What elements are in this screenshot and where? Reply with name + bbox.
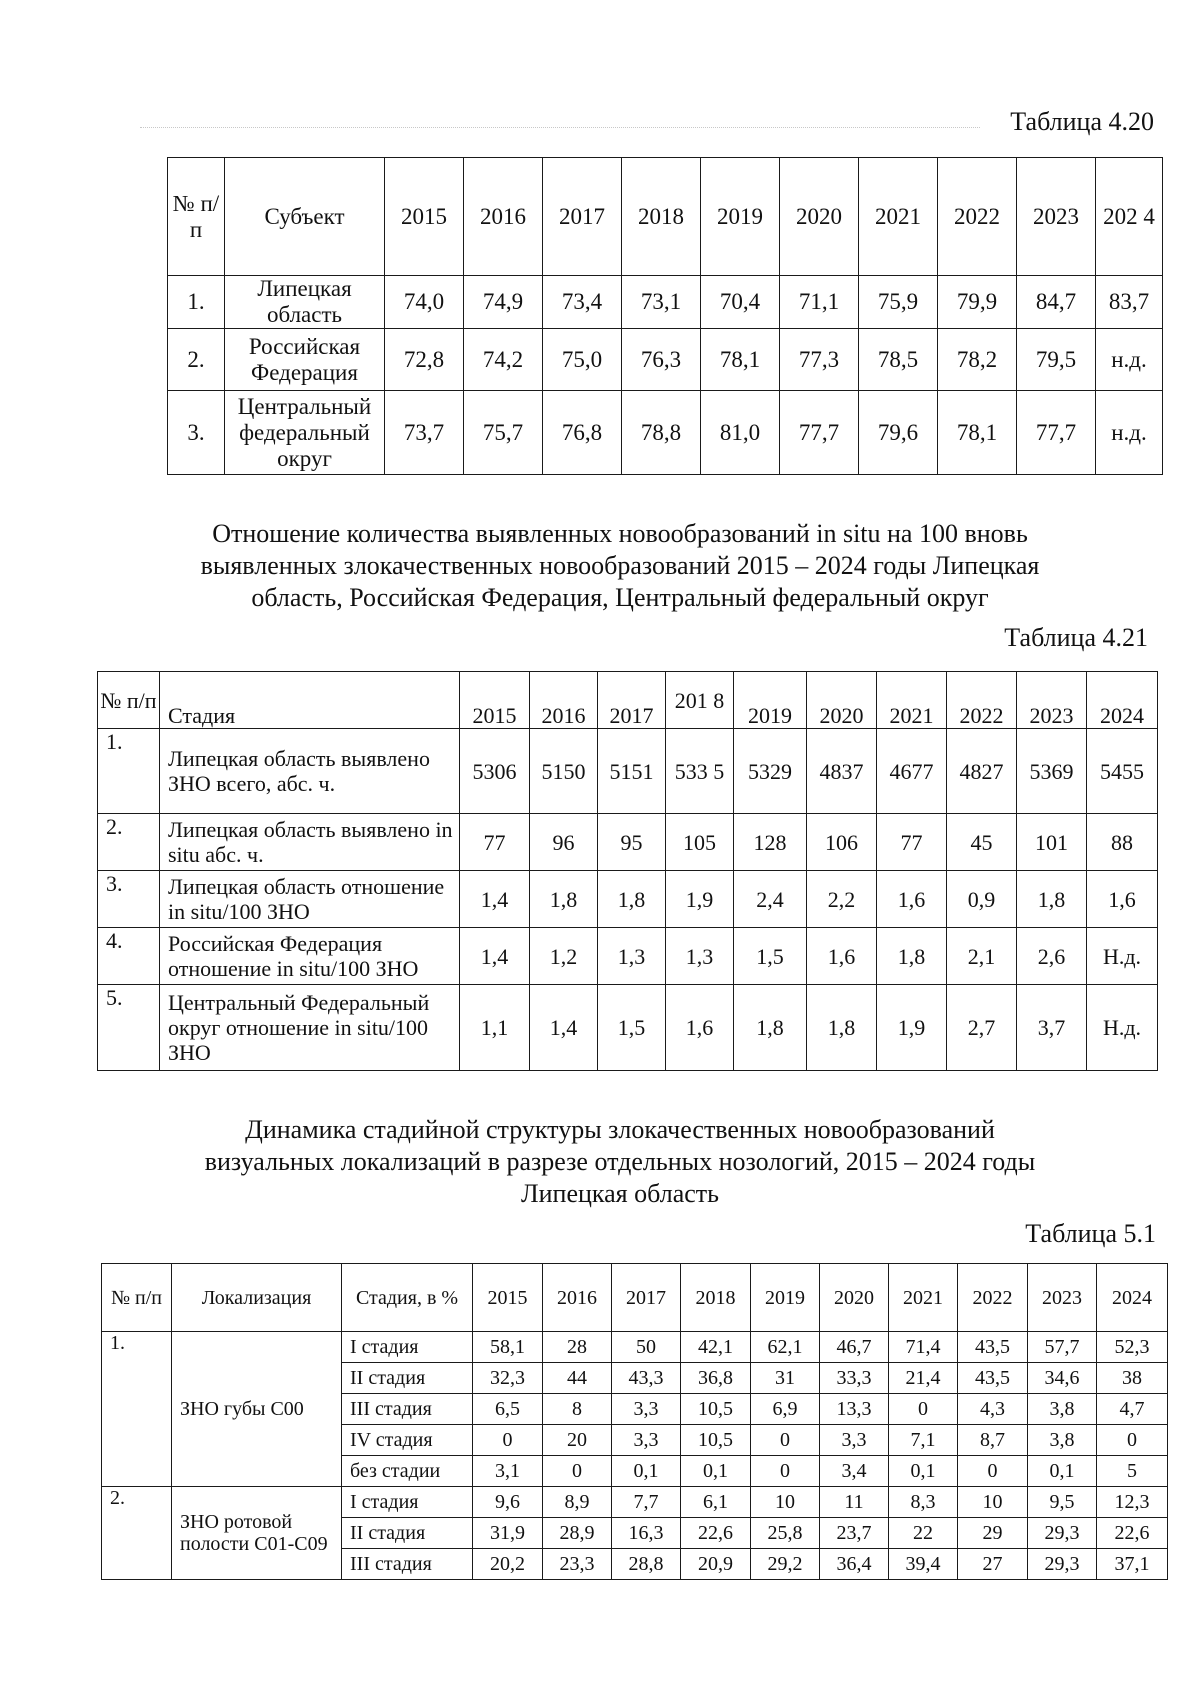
cell: 23,3 xyxy=(543,1549,612,1580)
header-cell: 2019 xyxy=(701,158,780,276)
cell: 36,4 xyxy=(820,1549,889,1580)
cell: 1,8 xyxy=(807,985,877,1071)
header-cell: 2022 xyxy=(958,1264,1028,1332)
heading-line: Липецкая область xyxy=(520,1179,719,1208)
cell: 101 xyxy=(1017,814,1087,871)
cell: 7,7 xyxy=(612,1487,681,1518)
cell: 3. xyxy=(98,871,160,928)
cell: 83,7 xyxy=(1096,276,1163,329)
cell: 1,1 xyxy=(460,985,530,1071)
cell: 96 xyxy=(530,814,598,871)
cell: 0,1 xyxy=(681,1456,751,1487)
cell: 28,8 xyxy=(612,1549,681,1580)
cell: 1,8 xyxy=(734,985,807,1071)
stage-cell: II стадия xyxy=(342,1363,473,1394)
cell: Липецкая область выявлено in situ абс. ч. xyxy=(160,814,460,871)
cell: 77,3 xyxy=(780,329,859,391)
cell: 52,3 xyxy=(1097,1332,1168,1363)
cell: 20,2 xyxy=(473,1549,543,1580)
cell: Н.д. xyxy=(1087,928,1158,985)
cell: 1,5 xyxy=(734,928,807,985)
cell: 37,1 xyxy=(1097,1549,1168,1580)
group-number: 1. xyxy=(102,1332,172,1487)
cell: 9,5 xyxy=(1028,1487,1097,1518)
cell: 0 xyxy=(889,1394,958,1425)
cell: 8 xyxy=(543,1394,612,1425)
cell: 1,6 xyxy=(877,871,947,928)
cell: 1,6 xyxy=(666,985,734,1071)
scan-artifact-line xyxy=(140,127,980,128)
cell: 5 xyxy=(1097,1456,1168,1487)
cell: 3,3 xyxy=(612,1425,681,1456)
cell: 0 xyxy=(751,1425,820,1456)
localization-cell: ЗНО ротовой полости С01-С09 xyxy=(172,1487,342,1580)
cell: 1,6 xyxy=(807,928,877,985)
cell: 43,3 xyxy=(612,1363,681,1394)
cell: 77 xyxy=(877,814,947,871)
table-4-21 xyxy=(97,671,1158,1071)
cell: 128 xyxy=(734,814,807,871)
cell: 79,9 xyxy=(938,276,1017,329)
cell: 77,7 xyxy=(780,391,859,475)
cell: 73,1 xyxy=(622,276,701,329)
cell: 25,8 xyxy=(751,1518,820,1549)
header-cell: 202 4 xyxy=(1096,158,1163,276)
cell: 0 xyxy=(1097,1425,1168,1456)
table-4-20 xyxy=(167,157,1163,475)
cell: 2. xyxy=(98,814,160,871)
table-row xyxy=(102,1487,1168,1518)
cell: 79,5 xyxy=(1017,329,1096,391)
heading-line: область, Российская Федерация, Центральный федеральный округ xyxy=(251,583,989,612)
cell: 0,1 xyxy=(889,1456,958,1487)
cell: 4837 xyxy=(807,729,877,814)
header-cell: Стадия, в % xyxy=(342,1264,473,1332)
cell: 4677 xyxy=(877,729,947,814)
cell: 36,8 xyxy=(681,1363,751,1394)
cell: 75,7 xyxy=(464,391,543,475)
cell: 20,9 xyxy=(681,1549,751,1580)
cell: 31 xyxy=(751,1363,820,1394)
cell: Липецкая область выявлено ЗНО всего, абс. ч. xyxy=(160,729,460,814)
cell: 106 xyxy=(807,814,877,871)
stage-cell: III стадия xyxy=(342,1394,473,1425)
cell: 34,6 xyxy=(1028,1363,1097,1394)
cell: 6,9 xyxy=(751,1394,820,1425)
header-cell: 2024 xyxy=(1097,1264,1168,1332)
header-cell: 2020 xyxy=(820,1264,889,1332)
cell: 2,1 xyxy=(947,928,1017,985)
cell: 3,8 xyxy=(1028,1425,1097,1456)
table-header-row xyxy=(168,158,1163,276)
header-cell: 2019 xyxy=(734,672,807,729)
stage-cell: II стадия xyxy=(342,1518,473,1549)
cell: 1,6 xyxy=(1087,871,1158,928)
cell: 23,7 xyxy=(820,1518,889,1549)
cell: 9,6 xyxy=(473,1487,543,1518)
cell: 32,3 xyxy=(473,1363,543,1394)
cell: 78,8 xyxy=(622,391,701,475)
cell: 95 xyxy=(598,814,666,871)
cell: 1. xyxy=(98,729,160,814)
heading-line: визуальных локализаций в разрезе отдельных нозологий, 2015 – 2024 годы xyxy=(204,1147,1036,1176)
header-cell: 2016 xyxy=(464,158,543,276)
cell: 78,1 xyxy=(701,329,780,391)
cell: 29,3 xyxy=(1028,1518,1097,1549)
stage-cell: I стадия xyxy=(342,1487,473,1518)
cell: 29,2 xyxy=(751,1549,820,1580)
cell: 73,7 xyxy=(385,391,464,475)
cell: 29,3 xyxy=(1028,1549,1097,1580)
cell: 16,3 xyxy=(612,1518,681,1549)
cell: 0 xyxy=(473,1425,543,1456)
cell: н.д. xyxy=(1096,391,1163,475)
cell: 28 xyxy=(543,1332,612,1363)
cell: 0 xyxy=(958,1456,1028,1487)
cell: 76,3 xyxy=(622,329,701,391)
localization-cell: ЗНО губы С00 xyxy=(172,1332,342,1487)
cell: 22 xyxy=(889,1518,958,1549)
cell: 3. xyxy=(168,391,225,475)
cell: 57,7 xyxy=(1028,1332,1097,1363)
header-cell: Субъект xyxy=(225,158,385,276)
cell: 1,9 xyxy=(666,871,734,928)
cell: 0 xyxy=(751,1456,820,1487)
heading-line: Отношение количества выявленных новообразований in situ на 100 вновь xyxy=(212,519,1028,548)
cell: 3,4 xyxy=(820,1456,889,1487)
header-cell: 2021 xyxy=(877,672,947,729)
cell: 13,3 xyxy=(820,1394,889,1425)
cell: 6,5 xyxy=(473,1394,543,1425)
cell: 44 xyxy=(543,1363,612,1394)
header-cell: 2016 xyxy=(530,672,598,729)
header-cell: 2021 xyxy=(859,158,938,276)
cell: 6,1 xyxy=(681,1487,751,1518)
cell: 1,9 xyxy=(877,985,947,1071)
header-cell: 2021 xyxy=(889,1264,958,1332)
heading-line: Динамика стадийной структуры злокачественных новообразований xyxy=(245,1115,995,1144)
cell: 0,9 xyxy=(947,871,1017,928)
header-cell: 201 8 xyxy=(666,672,734,729)
cell: 22,6 xyxy=(1097,1518,1168,1549)
cell: 7,1 xyxy=(889,1425,958,1456)
cell: 29 xyxy=(958,1518,1028,1549)
cell: 0,1 xyxy=(1028,1456,1097,1487)
cell: 4827 xyxy=(947,729,1017,814)
cell: 1,3 xyxy=(666,928,734,985)
cell: 31,9 xyxy=(473,1518,543,1549)
header-cell: 2019 xyxy=(751,1264,820,1332)
header-cell: 2020 xyxy=(807,672,877,729)
cell: 78,5 xyxy=(859,329,938,391)
cell: 46,7 xyxy=(820,1332,889,1363)
cell: 27 xyxy=(958,1549,1028,1580)
cell: 8,7 xyxy=(958,1425,1028,1456)
cell: 11 xyxy=(820,1487,889,1518)
table-4-21-caption: Таблица 4.21 xyxy=(1004,623,1148,652)
heading-line: выявленных злокачественных новообразований 2015 – 2024 годы Липецкая xyxy=(200,551,1040,580)
cell: 4,3 xyxy=(958,1394,1028,1425)
cell: Российская Федерация отношение in situ/100 ЗНО xyxy=(160,928,460,985)
cell: 4. xyxy=(98,928,160,985)
header-cell: 2017 xyxy=(598,672,666,729)
cell: Липецкая область xyxy=(225,276,385,329)
cell: 81,0 xyxy=(701,391,780,475)
cell: 71,1 xyxy=(780,276,859,329)
cell: Центральный Федеральный округ отношение in situ/100 ЗНО xyxy=(160,985,460,1071)
cell: 1,8 xyxy=(877,928,947,985)
cell: 45 xyxy=(947,814,1017,871)
cell: 38 xyxy=(1097,1363,1168,1394)
cell: 0,1 xyxy=(612,1456,681,1487)
table-row xyxy=(98,729,1158,814)
cell: Российская Федерация xyxy=(225,329,385,391)
cell: 1,8 xyxy=(598,871,666,928)
cell: 73,4 xyxy=(543,276,622,329)
table-5-1 xyxy=(101,1263,1168,1580)
cell: 77 xyxy=(460,814,530,871)
cell: 5306 xyxy=(460,729,530,814)
header-cell: 2018 xyxy=(681,1264,751,1332)
table-5-1-heading xyxy=(120,1114,1120,1210)
cell: 77,7 xyxy=(1017,391,1096,475)
header-cell: 2016 xyxy=(543,1264,612,1332)
header-cell: № п/п xyxy=(102,1264,172,1332)
stage-cell: I стадия xyxy=(342,1332,473,1363)
table-row xyxy=(168,391,1163,475)
stage-cell: IV стадия xyxy=(342,1425,473,1456)
cell: н.д. xyxy=(1096,329,1163,391)
cell: 5329 xyxy=(734,729,807,814)
cell: 1,4 xyxy=(530,985,598,1071)
cell: Н.д. xyxy=(1087,985,1158,1071)
cell: 21,4 xyxy=(889,1363,958,1394)
table-header-row xyxy=(98,672,1158,729)
cell: 78,1 xyxy=(938,391,1017,475)
cell: 70,4 xyxy=(701,276,780,329)
cell: 5455 xyxy=(1087,729,1158,814)
table-row xyxy=(98,814,1158,871)
cell: 43,5 xyxy=(958,1332,1028,1363)
cell: 1,8 xyxy=(1017,871,1087,928)
header-cell: № п/п xyxy=(98,672,160,729)
cell: 71,4 xyxy=(889,1332,958,1363)
stage-cell: без стадии xyxy=(342,1456,473,1487)
table-4-20-caption: Таблица 4.20 xyxy=(1010,107,1154,136)
cell: 2,4 xyxy=(734,871,807,928)
cell: 43,5 xyxy=(958,1363,1028,1394)
cell: 88 xyxy=(1087,814,1158,871)
cell: 74,2 xyxy=(464,329,543,391)
cell: 10 xyxy=(958,1487,1028,1518)
table-row xyxy=(98,985,1158,1071)
cell: 74,9 xyxy=(464,276,543,329)
table-row xyxy=(168,276,1163,329)
cell: 3,3 xyxy=(820,1425,889,1456)
cell: 1,5 xyxy=(598,985,666,1071)
table-5-1-caption: Таблица 5.1 xyxy=(1025,1219,1156,1248)
table-header-row xyxy=(102,1264,1168,1332)
cell: 20 xyxy=(543,1425,612,1456)
group-number: 2. xyxy=(102,1487,172,1580)
cell: 105 xyxy=(666,814,734,871)
cell: 39,4 xyxy=(889,1549,958,1580)
header-cell: 2022 xyxy=(947,672,1017,729)
cell: 10 xyxy=(751,1487,820,1518)
cell: 10,5 xyxy=(681,1394,751,1425)
cell: 78,2 xyxy=(938,329,1017,391)
header-cell: 2022 xyxy=(938,158,1017,276)
table-row xyxy=(98,928,1158,985)
cell: 1,3 xyxy=(598,928,666,985)
cell: 3,8 xyxy=(1028,1394,1097,1425)
cell: 74,0 xyxy=(385,276,464,329)
cell: 533 5 xyxy=(666,729,734,814)
cell: 5369 xyxy=(1017,729,1087,814)
header-cell: 2015 xyxy=(460,672,530,729)
cell: 4,7 xyxy=(1097,1394,1168,1425)
cell: 3,3 xyxy=(612,1394,681,1425)
cell: 75,9 xyxy=(859,276,938,329)
table-row xyxy=(102,1332,1168,1363)
cell: 22,6 xyxy=(681,1518,751,1549)
header-cell: Локализация xyxy=(172,1264,342,1332)
cell: 5150 xyxy=(530,729,598,814)
cell: 2,6 xyxy=(1017,928,1087,985)
cell: 1. xyxy=(168,276,225,329)
cell: 28,9 xyxy=(543,1518,612,1549)
header-cell: 2023 xyxy=(1017,672,1087,729)
cell: 2,2 xyxy=(807,871,877,928)
cell: 2. xyxy=(168,329,225,391)
header-cell: 2017 xyxy=(543,158,622,276)
table-4-21-heading xyxy=(100,518,1140,614)
cell: Липецкая область отношение in situ/100 ЗНО xyxy=(160,871,460,928)
cell: 10,5 xyxy=(681,1425,751,1456)
cell: 58,1 xyxy=(473,1332,543,1363)
cell: 5151 xyxy=(598,729,666,814)
header-cell: 2023 xyxy=(1028,1264,1097,1332)
header-cell: 2017 xyxy=(612,1264,681,1332)
cell: 62,1 xyxy=(751,1332,820,1363)
header-cell: 2018 xyxy=(622,158,701,276)
cell: Центральный федеральный округ xyxy=(225,391,385,475)
cell: 8,3 xyxy=(889,1487,958,1518)
cell: 0 xyxy=(543,1456,612,1487)
cell: 1,2 xyxy=(530,928,598,985)
cell: 2,7 xyxy=(947,985,1017,1071)
cell: 1,4 xyxy=(460,871,530,928)
header-cell: 2015 xyxy=(385,158,464,276)
cell: 3,1 xyxy=(473,1456,543,1487)
header-cell: 2020 xyxy=(780,158,859,276)
header-cell: № п/п xyxy=(168,158,225,276)
stage-cell: III стадия xyxy=(342,1549,473,1580)
header-cell: 2023 xyxy=(1017,158,1096,276)
cell: 1,8 xyxy=(530,871,598,928)
header-cell: 2024 xyxy=(1087,672,1158,729)
header-cell: Стадия xyxy=(160,672,460,729)
cell: 3,7 xyxy=(1017,985,1087,1071)
table-row xyxy=(98,871,1158,928)
cell: 76,8 xyxy=(543,391,622,475)
cell: 8,9 xyxy=(543,1487,612,1518)
header-cell: 2015 xyxy=(473,1264,543,1332)
cell: 72,8 xyxy=(385,329,464,391)
cell: 50 xyxy=(612,1332,681,1363)
table-row xyxy=(168,329,1163,391)
cell: 1,4 xyxy=(460,928,530,985)
cell: 42,1 xyxy=(681,1332,751,1363)
cell: 33,3 xyxy=(820,1363,889,1394)
cell: 12,3 xyxy=(1097,1487,1168,1518)
cell: 79,6 xyxy=(859,391,938,475)
cell: 84,7 xyxy=(1017,276,1096,329)
cell: 5. xyxy=(98,985,160,1071)
cell: 75,0 xyxy=(543,329,622,391)
